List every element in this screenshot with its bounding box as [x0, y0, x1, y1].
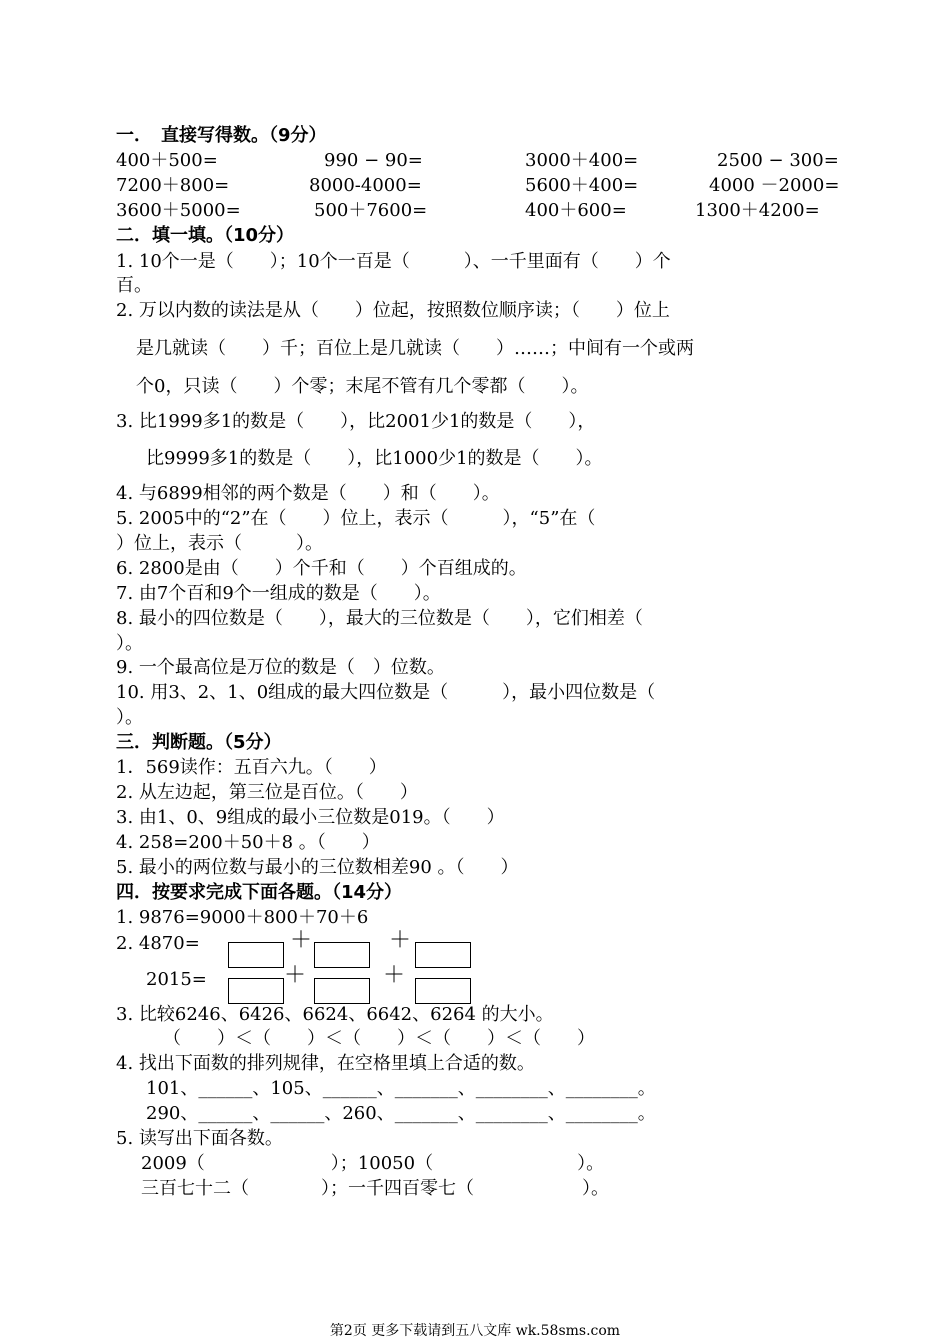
s4-q2-box-2[interactable] [314, 942, 370, 968]
s2-q2-line1: 2. 万以内数的读法是从（ ）位起，按照数位顺序读；（ ）位上 [116, 300, 670, 321]
section-3-title: 三．判断题。（5分） [116, 732, 282, 753]
s2-q7: 7. 由7个百和9个一组成的数是（ ）。 [116, 583, 441, 604]
section-2-title: 二．填一填。（10分） [116, 225, 295, 246]
plus-sign: ＋ [284, 963, 307, 988]
s1-r3-c3: 400＋600= [525, 200, 627, 221]
s2-q8-line1: 8. 最小的四位数是（ ），最大的三位数是（ ），它们相差（ [116, 608, 643, 629]
s1-r1-c1: 400＋500= [116, 150, 218, 171]
s4-q2-box-4[interactable] [228, 978, 284, 1004]
s2-q5-line1: 5. 2005中的“2”在（ ）位上，表示（ ），“5”在（ [116, 508, 596, 529]
section-1-title: 一． 直接写得数。（9分） [116, 125, 327, 146]
s2-q5-line2: ）位上，表示（ ）。 [116, 533, 323, 554]
s4-q3-line2: （ ）＜（ ）＜（ ）＜（ ）＜（ ） [163, 1028, 595, 1049]
s4-q2-2015-label: 2015= [146, 969, 207, 990]
plus-sign: ＋ [389, 928, 412, 953]
s1-r1-c4: 2500 − 300= [717, 150, 839, 171]
plus-sign: ＋ [290, 928, 313, 953]
s3-item-4: 4. 258=200＋50＋8 。（ ） [116, 832, 380, 853]
s2-q8-line2: ）。 [116, 633, 143, 654]
s1-r3-c2: 500＋7600= [314, 200, 428, 221]
s3-item-5: 5. 最小的两位数与最小的三位数相差90 。（ ） [116, 857, 519, 878]
s2-q1-line2: 百。 [116, 275, 152, 296]
s1-r3-c1: 3600＋5000= [116, 200, 241, 221]
s4-q2-box-5[interactable] [314, 978, 370, 1004]
s2-q9: 9. 一个最高位是万位的数是（ ）位数。 [116, 657, 445, 678]
s2-q3-line2: 比9999多1的数是（ ），比1000少1的数是（ ）。 [146, 448, 603, 469]
s2-q2-line3: 个0，只读（ ）个零；末尾不管有几个零都（ ）。 [136, 376, 589, 397]
s1-r2-c3: 5600＋400= [525, 175, 639, 196]
s2-q2-line2: 是几就读（ ）千；百位上是几就读（ ）……；中间有一个或两 [136, 338, 694, 359]
s1-r2-c4: 4000 －2000= [709, 175, 840, 196]
s2-q10-line2: ）。 [116, 707, 143, 728]
s4-q5-line3: 三百七十二（ ）；一千四百零七（ ）。 [141, 1178, 609, 1199]
s4-q2-box-6[interactable] [415, 978, 471, 1004]
s1-r2-c2: 8000-4000= [309, 175, 422, 196]
s1-r3-c4: 1300＋4200= [695, 200, 820, 221]
s2-q4: 4. 与6899相邻的两个数是（ ）和（ ）。 [116, 483, 500, 504]
s4-q1: 1. 9876=9000＋800＋70＋6 [116, 907, 369, 928]
s4-q4-line3: 290、______、______、260、_______、________、________。 [146, 1103, 656, 1124]
s4-q4-line1: 4. 找出下面数的排列规律，在空格里填上合适的数。 [116, 1053, 535, 1074]
section-4-title: 四．按要求完成下面各题。（14分） [116, 882, 403, 903]
s3-item-3: 3. 由1、0、9组成的最小三位数是019。（ ） [116, 807, 505, 828]
s1-r2-c1: 7200＋800= [116, 175, 230, 196]
s3-item-2: 2. 从左边起，第三位是百位。（ ） [116, 782, 418, 803]
s3-item-1: 1．569读作：五百六九。（ ） [116, 757, 387, 778]
s4-q2-box-1[interactable] [228, 942, 284, 968]
s4-q4-line2: 101、______、105、______、_______、________、________。 [146, 1078, 656, 1099]
s1-r1-c2: 990 − 90= [324, 150, 423, 171]
s4-q5-line1: 5. 读写出下面各数。 [116, 1128, 283, 1149]
s2-q3-line1: 3. 比1999多1的数是（ ），比2001少1的数是（ ）， [116, 411, 596, 432]
s2-q6: 6. 2800是由（ ）个千和（ ）个百组成的。 [116, 558, 527, 579]
page-footer: 第2页 更多下载请到五八文库 wk.58sms.com [329, 1323, 621, 1339]
s4-q3-line1: 3. 比较6246、6426、6624、6642、6264 的大小。 [116, 1004, 554, 1025]
s4-q5-line2: 2009（ ）；10050（ ）。 [141, 1153, 605, 1174]
s4-q2-4870-label: 2. 4870= [116, 933, 200, 954]
s2-q10-line1: 10. 用3、2、1、0组成的最大四位数是（ ），最小四位数是（ [116, 682, 656, 703]
s1-r1-c3: 3000＋400= [525, 150, 639, 171]
plus-sign: ＋ [383, 963, 406, 988]
s2-q1-line1: 1. 10个一是（ ）；10个一百是（ ）、一千里面有（ ）个 [116, 251, 671, 272]
s4-q2-box-3[interactable] [415, 942, 471, 968]
